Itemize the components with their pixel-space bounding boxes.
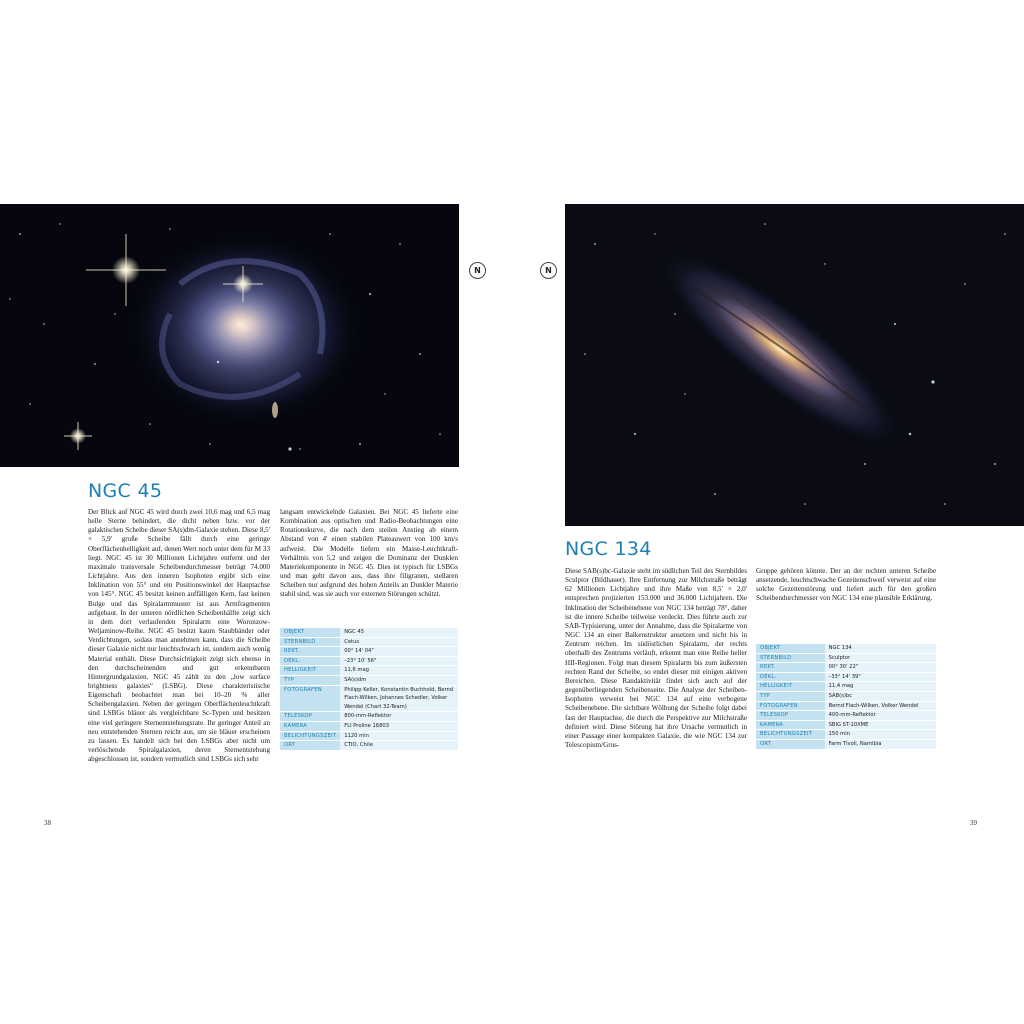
info-key: HELLIGKEIT	[756, 682, 825, 691]
info-key: TELESKOP	[280, 712, 340, 721]
info-key: KAMERA	[280, 722, 340, 731]
info-value: –23° 10' 56"	[340, 657, 458, 666]
info-row	[756, 740, 936, 749]
info-row	[756, 711, 936, 720]
info-value: 400-mm-Reflektor	[825, 711, 936, 720]
info-key: REKT.	[280, 647, 340, 656]
info-value: 150 min	[825, 730, 936, 739]
info-value: 00° 14' 04"	[340, 647, 458, 656]
info-key: OBJEKT	[280, 628, 340, 637]
info-value: SBIG ST-10XME	[825, 721, 936, 730]
info-key: BELICHTUNGSZEIT	[280, 732, 340, 741]
info-row	[756, 730, 936, 739]
info-key: KAMERA	[756, 721, 825, 730]
info-row	[280, 732, 458, 741]
info-row	[756, 692, 936, 701]
info-value: Sculptor	[825, 654, 936, 663]
info-key: FOTOGRAFEN	[756, 702, 825, 711]
info-key: BELICHTUNGSZEIT	[756, 730, 825, 739]
info-key: STERNBILD	[280, 638, 340, 647]
info-key: REKT.	[756, 663, 825, 672]
info-row	[280, 676, 458, 685]
info-value: NGC 134	[825, 644, 936, 653]
info-row	[756, 702, 936, 711]
info-row	[280, 628, 458, 637]
ngc134-title: NGC 134	[565, 538, 652, 560]
info-value: 11,6 mag	[340, 666, 458, 675]
info-value: CTIO, Chile	[340, 741, 458, 750]
info-row	[756, 673, 936, 682]
info-value: NGC 45	[340, 628, 458, 637]
info-row	[756, 682, 936, 691]
ngc45-text-col2: langsam entwickelnde Galaxien. Bei NGC 45 lieferte eine Kombination aus optischen und Radio-Beobachtungen eine Rotationskurve, die nach dem steilen Anstieg ab einem Abstand von 4' einen stabilen Plateauwert von 100 km/s aufweist. Die Modelle liefern ein Masse-Leuchtkraft-Verhältnis von 5,2 und zeigen die Dominanz der Dunklen Materiekomponente in NGC 45. Dies ist typisch für LSBGs und man geht davon aus, dass ihre filigranen, stellaren Scheiben nur aufgrund des hohen Anteils an Dunkler Materie stabil sind, was sie auch vor externen Störungen schützt.	[280, 508, 458, 599]
page-number-left: 38	[44, 819, 51, 827]
info-row	[280, 722, 458, 731]
ngc45-title: NGC 45	[88, 480, 163, 502]
ngc134-galaxy-image	[565, 204, 1024, 526]
info-key: ORT	[280, 741, 340, 750]
ngc45-photo	[0, 204, 459, 467]
info-key: FOTOGRAFEN	[280, 686, 340, 712]
info-key: OBJEKT	[756, 644, 825, 653]
info-value: –33° 14' 39"	[825, 673, 936, 682]
info-value: 11,4 mag	[825, 682, 936, 691]
info-value: Cetus	[340, 638, 458, 647]
info-value: 1120 min	[340, 732, 458, 741]
info-value: SA(s)dm	[340, 676, 458, 685]
info-key: DEKL.	[756, 673, 825, 682]
info-key: TYP	[756, 692, 825, 701]
page-number-right: 39	[970, 819, 977, 827]
ngc45-info-table	[280, 627, 458, 751]
info-value: FLI Proline 16803	[340, 722, 458, 731]
info-key: DEKL.	[280, 657, 340, 666]
info-key: ORT	[756, 740, 825, 749]
info-row	[280, 647, 458, 656]
info-row	[756, 663, 936, 672]
ngc134-info-table	[756, 643, 936, 750]
info-value: 800-mm-Reflektor	[340, 712, 458, 721]
info-row	[280, 666, 458, 675]
north-compass-icon: N	[540, 262, 557, 279]
ngc134-photo	[565, 204, 1024, 526]
info-key: STERNBILD	[756, 654, 825, 663]
info-value: Bernd Flach-Wilken, Volker Wendel	[825, 702, 936, 711]
north-compass-icon: N	[469, 262, 486, 279]
info-key: TELESKOP	[756, 711, 825, 720]
info-row	[280, 686, 458, 712]
info-value: 00° 30' 22"	[825, 663, 936, 672]
ngc45-galaxy-image	[0, 204, 459, 467]
info-row	[756, 644, 936, 653]
info-row	[280, 657, 458, 666]
info-row	[280, 741, 458, 750]
info-value: Philipp Keller, Konstantin Buchhold, Bernd Flach-Wilken, Johannes Schedler, Volker Wendel (Chart 32-Team)	[340, 686, 458, 712]
info-row	[280, 638, 458, 647]
info-key: TYP	[280, 676, 340, 685]
info-row	[756, 654, 936, 663]
ngc45-text-col1: Der Blick auf NGC 45 wird durch zwei 10,6 mag und 6,5 mag helle Sterne behindert, die dicht neben bzw. vor der galaktischen Scheibe dieser SA(s)dm-Galaxie stehen. Diese 8,5' × 5,9' große Scheibe fällt durch eine geringe Oberflächenhelligkeit auf, denen Wert noch unter dem für M 33 liegt. NGC 45 ist 30 Millionen Lichtjahre entfernt und der maximale transversale Scheibendurchmesser beträgt 74.000 Lichtjahre. Aus den inneren Isophoten ergibt sich eine Inklination von 55° und ein Positionswinkel der Hauptachse von 145°. NGC 45 besitzt keinen auffälligen Kern, fast keinen Bulge und das Spiralarmmuster ist aus Armfragmenten aufgebaut. In der unteren nördlichen Scheibenhälfte zeigt sich in dem dort verlaufenden Spiralarm eine Woronzow-Weljaminow-Reihe. NGC 45 besitzt kaum Staubbänder oder Verdichtungen, sodass man annehmen kann, dass die Scheibe dieser Galaxie nicht nur leuchtschwach ist, sondern auch wenig Material enthält. Diese Durchsichtigkeit zeigt sich ebenso in den durchscheinenden und gut erkennbaren Hintergrundgalaxien. NGC 45 zählt zu den „low surface brightness galaxies“ (LSBG). Diese charakteristische Eigenschaft beobachtet man bei 10–20 % aller Scheibengalaxien. Neben der geringen Oberflächenleuchtkraft sind LSBGs bläuer als vergleichbare Sc-Typen und besitzen eine viel geringere Sternentstehungsrate. Ihr geringer Anteil an neu entstehenden Sternen reicht aus, um sie bläuer erscheinen zu lassen. Es handelt sich bei den LSBGs aber nicht um verlöschende Spiralgalaxien, deren Sternentstehung abgeschlossen ist, sondern vermutlich sind LSBGs sich sehr	[88, 508, 270, 764]
info-value: SAB(s)bc	[825, 692, 936, 701]
info-key: HELLIGKEIT	[280, 666, 340, 675]
info-value: Farm Tivoli, Namibia	[825, 740, 936, 749]
info-row	[756, 721, 936, 730]
info-row	[280, 712, 458, 721]
ngc134-text-col1: Diese SAB(s)bc-Galaxie steht im südlichen Teil des Sternbildes Sculptor (Bildhauer). Ihre Entfernung zur Milchstraße beträgt 62 Millionen Lichtjahre und ihre Maße von 8,5' × 2,0' entsprechen projizierten 153.000 und 36.000 Lichtjahren. Die Inklination der Scheibenebene von NGC 134 beträgt 78°, daher ist die innere Scheibe teilweise verdeckt. Dies führte auch zur SAB-Typisierung, unter der Annahme, dass die Spiralarme von NGC 134 an einer Balkenstruktur ansetzen und nicht bis in Zentrum reichen. Im südöstlichen Spiralarm, der rechts oberhalb des Zentrums verläuft, erkennt man eine Reihe heller HII-Regionen. Folgt man diesem Spiralarm bis zum äußersten rechten Rand der Scheibe, so endet dieser mit einigen aktiven Bereichen. Diese Randaktivität findet sich auch auf der gegenüberliegenden Scheibenseite. Die Analyse der Scheiben-Isophoten verweist bei NGC 134 auf eine verbogene Scheibenebene. Die sichtbare Wölbung der Scheibe folgt dabei fast der Hauptachse, die durch die Perspektive zur Milchstraße definiert wird. Diese Störung hat ihre Ursache vermutlich in einer Passage einer kompakten Galaxie, die wie NGC 134 zur Telescopium/Grus-	[565, 567, 747, 749]
ngc134-text-col2: Gruppe gehören könnte. Der an der rechten unteren Scheibe ansetzende, leuchtschwache Gezeitenschweif verweist auf eine solche Gezeitenstörung und liefert auch für den großen Scheibendurchmesser von NGC 134 eine plausible Erklärung.	[756, 567, 936, 603]
